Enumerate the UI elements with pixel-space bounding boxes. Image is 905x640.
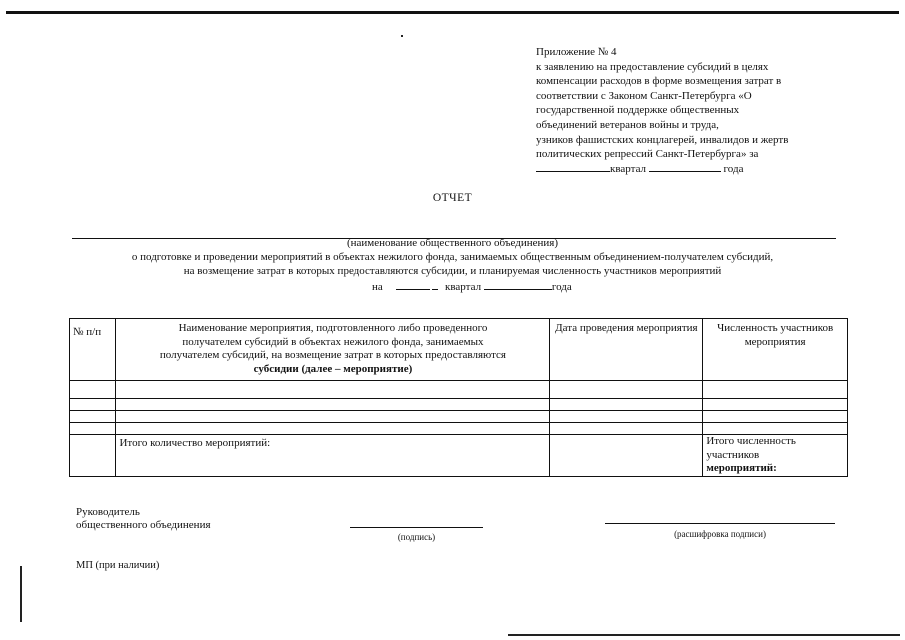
table-header-row (70, 319, 848, 381)
period-on: на (372, 281, 383, 293)
period-year-blank[interactable] (484, 280, 552, 290)
head-label (76, 506, 211, 532)
table-row (70, 423, 848, 435)
total-participants-label (703, 435, 848, 477)
period-quarter-blank[interactable] (396, 280, 430, 290)
table-cell[interactable] (116, 399, 550, 411)
total-participants-line: мероприятий: (706, 462, 777, 474)
header-num: № п/п (70, 319, 116, 381)
signature-blank[interactable] (350, 527, 483, 528)
table-cell[interactable] (70, 381, 116, 399)
org-name-caption: (наименование общественного объединения) (346, 237, 559, 249)
total-events-label: Итого количество мероприятий: (116, 435, 550, 477)
description-line-2: на возмещение затрат в которых предоставляются субсидии, и планируемая численность участников мероприятий (183, 265, 722, 277)
header-name-line: субсидии (далее – мероприятие) (253, 362, 413, 375)
table-cell[interactable] (703, 381, 848, 399)
appendix-line: политических репрессий Санкт-Петербурга» за (536, 148, 759, 161)
table-cell[interactable] (550, 399, 703, 411)
period-year-word: года (551, 281, 572, 293)
signature-caption: (подпись) (397, 532, 436, 542)
quarter-word: квартал (610, 162, 647, 175)
period-line (372, 280, 572, 293)
table-cell[interactable] (703, 423, 848, 435)
table-cell[interactable] (703, 399, 848, 411)
table-cell[interactable] (70, 399, 116, 411)
signature-decode-blank[interactable] (605, 523, 835, 524)
signature-decode-caption: (расшифровка подписи) (674, 529, 766, 539)
stamp-label: МП (при наличии) (76, 560, 160, 571)
left-margin-mark (20, 566, 22, 622)
table-cell[interactable] (550, 381, 703, 399)
header-date: Дата проведения мероприятия (550, 319, 703, 381)
table-row (70, 399, 848, 411)
header-name-line: получателем субсидий, на возмещение затрат в которых предоставляются (159, 349, 506, 361)
table-cell[interactable] (116, 423, 550, 435)
period-quarter-word: квартал (445, 281, 482, 293)
table-total-row (70, 435, 848, 477)
document-title: ОТЧЕТ (432, 192, 473, 204)
header-name-line: получателем субсидий в объектах нежилого фонда, занимаемых (182, 335, 484, 348)
total-participants-line: Итого численность (706, 435, 796, 447)
appendix-line: соответствии с Законом Санкт-Петербурга «О (536, 89, 752, 102)
appendix-period-line (536, 162, 856, 177)
total-date-cell[interactable] (550, 435, 703, 477)
header-event-name (116, 319, 550, 381)
appendix-line: компенсации расходов в форме возмещения затрат в (536, 75, 782, 88)
description-line-1: о подготовке и проведении мероприятий в объектах нежилого фонда, занимаемых общественным объединением-получателем субсидий, (131, 251, 774, 263)
table-row (70, 411, 848, 423)
quarter-blank[interactable] (536, 162, 610, 172)
total-num-cell (70, 435, 116, 477)
events-table (69, 318, 848, 477)
table-cell[interactable] (703, 411, 848, 423)
scan-speck (401, 35, 403, 37)
year-blank[interactable] (649, 162, 721, 172)
table-cell[interactable] (70, 423, 116, 435)
table-cell[interactable] (116, 411, 550, 423)
table-cell[interactable] (550, 411, 703, 423)
appendix-line: Приложение № 4 (536, 46, 617, 58)
table-cell[interactable] (116, 381, 550, 399)
period-dash-blank[interactable] (432, 280, 438, 290)
header-count: Численность участников мероприятия (703, 319, 848, 381)
appendix-line: к заявлению на предоставление субсидий в целях (536, 60, 769, 73)
header-name-line: Наименование мероприятия, подготовленного либо проведенного (178, 322, 488, 334)
year-word: года (723, 162, 744, 175)
top-border-line (6, 11, 899, 14)
head-line: Руководитель (76, 506, 140, 518)
appendix-line: объединений ветеранов войны и труда, (536, 118, 719, 131)
total-participants-line: участников (706, 448, 760, 461)
head-line: общественного объединения (76, 519, 211, 531)
appendix-line: узников фашистских концлагерей, инвалидов и жертв (536, 133, 789, 146)
table-cell[interactable] (70, 411, 116, 423)
appendix-line: государственной поддержке общественных (536, 104, 740, 117)
bottom-scan-line (508, 634, 900, 636)
table-cell[interactable] (550, 423, 703, 435)
table-row (70, 381, 848, 399)
appendix-header (536, 45, 856, 176)
